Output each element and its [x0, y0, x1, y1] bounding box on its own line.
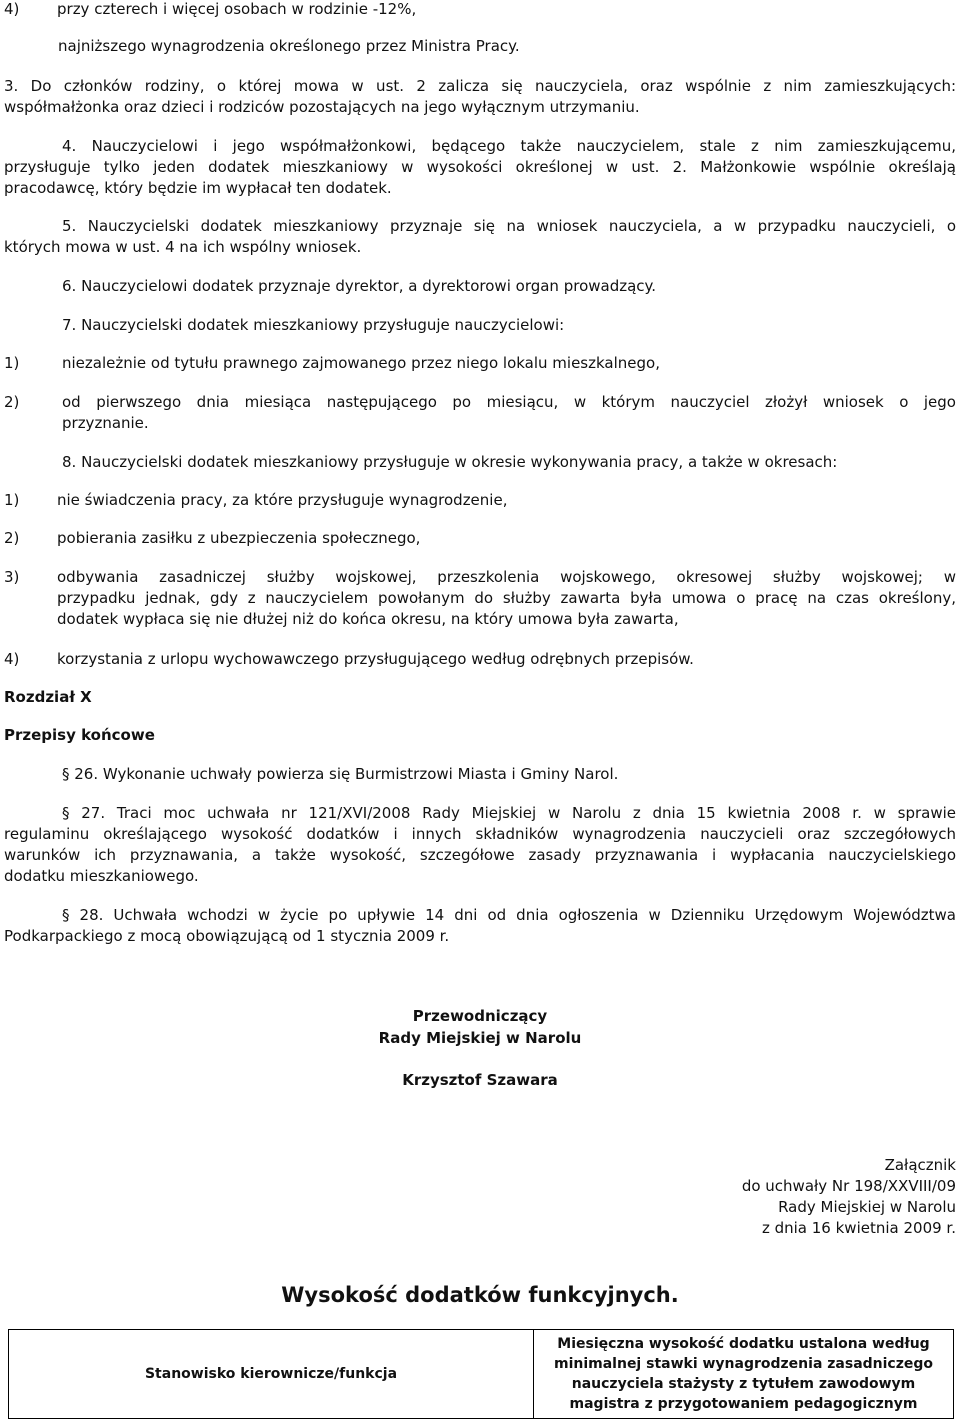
annex-reference: do uchwały Nr 198/XXVIII/09: [741, 1177, 956, 1195]
section-27-line: regulaminu określającego wysokość dodatków i innych składników wynagrodzenia nauczycieli oraz szczegółowych: [4, 825, 956, 843]
list-item-text: niezależnie od tytułu prawnego zajmowanego przez niego lokalu mieszkalnego,: [62, 354, 660, 372]
paragraph-4-line: przysługuje tylko jeden dodatek mieszkaniowy w wysokości określonej w ust. 2. Małżonkowie wspólnie określają: [4, 158, 956, 176]
paragraph-3-line: współmałżonka oraz dzieci i rodziców pozostających na jego wyłącznym utrzymaniu.: [4, 98, 640, 116]
section-28-line: Podkarpackiego z mocą obowiązującą od 1 stycznia 2009 r.: [4, 927, 450, 945]
list-number: 4): [4, 0, 20, 18]
table-header-row: [9, 1330, 954, 1419]
section-27-line: dodatku mieszkaniowego.: [4, 867, 199, 885]
annex-council: Rady Miejskiej w Narolu: [778, 1198, 956, 1216]
list-number: 2): [4, 393, 20, 411]
paragraph-7-intro: 7. Nauczycielski dodatek mieszkaniowy przysługuje nauczycielowi:: [62, 316, 565, 334]
chapter-title: Przepisy końcowe: [4, 726, 155, 744]
page-title: Wysokość dodatków funkcyjnych.: [281, 1283, 679, 1307]
list-item-text: korzystania z urlopu wychowawczego przysługującego według odrębnych przepisów.: [57, 650, 694, 668]
allowance-table: [8, 1329, 954, 1419]
table-header-amount: Miesięczna wysokość dodatku ustalona według minimalnej stawki wynagrodzenia zasadniczego nauczyciela stażysty z tytułem zawodowym magistra z przygotowaniem pedagogicznym: [534, 1330, 954, 1419]
list-item-text: dodatek wypłaca się nie dłużej niż do końca okresu, na który umowa była zawarta,: [57, 610, 679, 628]
list-item-text: przypadku jednak, gdy z nauczycielem powołanym do służby zawarta była umowa o pracę na czas określony,: [57, 589, 956, 607]
section-27-line: warunków ich przyznawania, a także wysokość, szczegółowe zasady przyznawania i wypłacania nauczycielskiego: [4, 846, 956, 864]
annex-label: Załącznik: [884, 1156, 956, 1174]
section-27-line: § 27. Traci moc uchwała nr 121/XVI/2008 Rady Miejskiej w Narolu z dnia 15 kwietnia 2008 r. w sprawie: [62, 804, 956, 822]
list-item-text: przyznanie.: [62, 414, 149, 432]
list-item-text: pobierania zasiłku z ubezpieczenia społecznego,: [57, 529, 421, 547]
paragraph-4-line: 4. Nauczycielowi i jego współmałżonkowi, będącego także nauczycielem, stale z nim zamieszkującemu,: [62, 137, 956, 155]
table-header-position: Stanowisko kierownicze/funkcja: [9, 1330, 534, 1419]
paragraph-5-line: 5. Nauczycielski dodatek mieszkaniowy przyznaje się na wniosek nauczyciela, a w przypadku nauczycieli, o: [62, 217, 956, 235]
list-number: 3): [4, 568, 20, 586]
section-26: § 26. Wykonanie uchwały powierza się Burmistrzowi Miasta i Gminy Narol.: [62, 765, 619, 783]
signature-body: Rady Miejskiej w Narolu: [378, 1029, 582, 1047]
list-item-text: odbywania zasadniczej służby wojskowej, przeszkolenia wojskowego, okresowej służby wojskowej; w: [57, 568, 956, 586]
list-number: 4): [4, 650, 20, 668]
paragraph-8-intro: 8. Nauczycielski dodatek mieszkaniowy przysługuje w okresie wykonywania pracy, a także w okresach:: [62, 453, 838, 471]
section-28-line: § 28. Uchwała wchodzi w życie po upływie 14 dni od dnia ogłoszenia w Dzienniku Urzędowym Województwa: [62, 906, 956, 924]
list-number: 1): [4, 491, 20, 509]
signature-name: Krzysztof Szawara: [402, 1071, 558, 1089]
list-item-text: od pierwszego dnia miesiąca następującego po miesiącu, w którym nauczyciel złożył wniosek o jego: [62, 393, 956, 411]
paragraph-4-line: pracodawcę, który będzie im wypłacał ten dodatek.: [4, 179, 392, 197]
paragraph-line: najniższego wynagrodzenia określonego przez Ministra Pracy.: [58, 37, 520, 55]
list-item-text: nie świadczenia pracy, za które przysługuje wynagrodzenie,: [57, 491, 508, 509]
list-number: 2): [4, 529, 20, 547]
paragraph-3-line: 3. Do członków rodziny, o której mowa w ust. 2 zalicza się nauczyciela, oraz wspólnie z nim zamieszkujących:: [4, 77, 956, 95]
annex-date: z dnia 16 kwietnia 2009 r.: [761, 1219, 956, 1237]
paragraph-6: 6. Nauczycielowi dodatek przyznaje dyrektor, a dyrektorowi organ prowadzący.: [62, 277, 657, 295]
list-number: 1): [4, 354, 20, 372]
chapter-heading: Rozdział X: [4, 688, 92, 706]
paragraph-5-line: których mowa w ust. 4 na ich wspólny wniosek.: [4, 238, 362, 256]
list-item-text: przy czterech i więcej osobach w rodzinie -12%,: [57, 0, 417, 18]
signature-role: Przewodniczący: [412, 1007, 548, 1025]
